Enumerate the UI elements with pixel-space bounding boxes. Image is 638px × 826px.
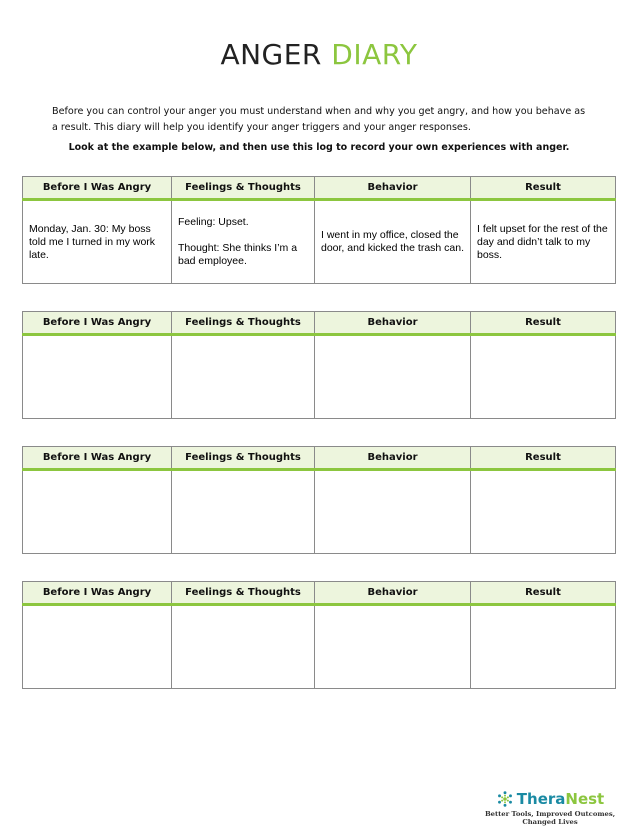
example-feelings-text: Feeling: Upset. Thought: She thinks I’m a bad employee. [178, 216, 298, 267]
blank-log-table-3 [22, 581, 616, 689]
table-header-row [23, 582, 616, 605]
column-header-behavior: Behavior [315, 312, 471, 335]
blank-log-table-2 [22, 446, 616, 554]
feelings-entry-cell[interactable] [172, 470, 315, 554]
wordmark-nest: Nest [565, 790, 605, 808]
column-header-feelings: Feelings & Thoughts [172, 312, 315, 335]
behavior-entry-cell[interactable] [315, 335, 471, 419]
footer-tagline: Better Tools, Improved Outcomes, Changed Lives [484, 810, 616, 826]
column-header-before: Before I Was Angry [23, 177, 172, 200]
example-result-cell [471, 200, 616, 284]
theranest-wordmark [517, 790, 604, 808]
title-word-anger: ANGER [220, 38, 322, 71]
example-before-text: Monday, Jan. 30: My boss told me I turned in my work late. [29, 222, 156, 261]
example-behavior-cell [315, 200, 471, 284]
feelings-entry-cell[interactable] [172, 605, 315, 689]
example-feelings-cell [172, 200, 315, 284]
column-header-feelings: Feelings & Thoughts [172, 447, 315, 470]
theranest-logo [470, 790, 630, 808]
column-header-behavior: Behavior [315, 177, 471, 200]
footer-branding [470, 790, 630, 826]
page-title [0, 38, 638, 71]
column-header-before: Before I Was Angry [23, 582, 172, 605]
column-header-behavior: Behavior [315, 582, 471, 605]
example-before-cell [23, 200, 172, 284]
example-log-table [22, 176, 616, 284]
title-word-diary: DIARY [331, 38, 418, 71]
column-header-feelings: Feelings & Thoughts [172, 177, 315, 200]
column-header-feelings: Feelings & Thoughts [172, 582, 315, 605]
blank-log-table-1 [22, 311, 616, 419]
blank-entry-row [23, 605, 616, 689]
blank-entry-row [23, 470, 616, 554]
before-entry-cell[interactable] [23, 605, 172, 689]
column-header-behavior: Behavior [315, 447, 471, 470]
table-header-row [23, 312, 616, 335]
example-row [23, 200, 616, 284]
column-header-result: Result [471, 312, 616, 335]
blank-entry-row [23, 335, 616, 419]
before-entry-cell[interactable] [23, 470, 172, 554]
theranest-snowflake-icon [496, 790, 514, 808]
column-header-before: Before I Was Angry [23, 312, 172, 335]
table-header-row [23, 177, 616, 200]
column-header-result: Result [471, 177, 616, 200]
column-header-before: Before I Was Angry [23, 447, 172, 470]
column-header-result: Result [471, 447, 616, 470]
behavior-entry-cell[interactable] [315, 605, 471, 689]
behavior-entry-cell[interactable] [315, 470, 471, 554]
before-entry-cell[interactable] [23, 335, 172, 419]
feelings-entry-cell[interactable] [172, 335, 315, 419]
table-header-row [23, 447, 616, 470]
result-entry-cell[interactable] [471, 470, 616, 554]
intro-paragraph: Before you can control your anger you must understand when and why you get angry, and how you behave as a result. This diary will help you identify your anger triggers and your anger responses. [52, 106, 586, 133]
result-entry-cell[interactable] [471, 605, 616, 689]
column-header-result: Result [471, 582, 616, 605]
instruction-text: Look at the example below, and then use this log to record your own experiences with anger. [68, 142, 570, 153]
result-entry-cell[interactable] [471, 335, 616, 419]
wordmark-thera: Thera [516, 790, 566, 808]
example-result-text: I felt upset for the rest of the day and didn’t talk to my boss. [477, 222, 608, 261]
example-behavior-text: I went in my office, closed the door, and kicked the trash can. [321, 229, 465, 254]
